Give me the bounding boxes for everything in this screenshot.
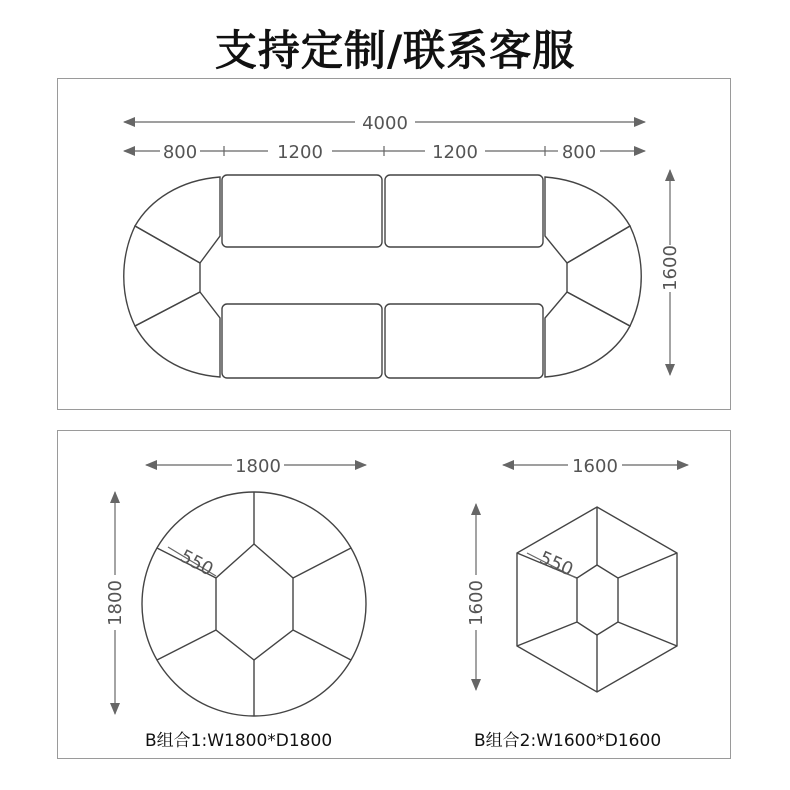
- combo1-width-label: 1800: [235, 456, 281, 477]
- bottom-desk-right: [385, 304, 543, 378]
- combo1-caption: B组合1:W1800*D1800: [145, 731, 333, 751]
- segment-label-1: 800: [162, 142, 198, 163]
- combo2-caption: B组合2:W1600*D1600: [474, 731, 662, 751]
- combo1-inner-label: 550: [176, 545, 217, 581]
- combo2-hex-table: [517, 507, 677, 692]
- left-end-wedge-bottom: [135, 292, 220, 377]
- top-desk-left: [222, 175, 382, 247]
- segment-label-4: 800: [561, 142, 597, 163]
- combo2-inner-label: 550: [536, 547, 577, 581]
- right-end-wedge-mid: [567, 226, 641, 326]
- page-title: 支持定制/联系客服: [214, 26, 576, 75]
- segment-label-3: 1200: [432, 142, 478, 163]
- combo1-round-table: [142, 492, 366, 716]
- combo1-inner-hexagon: [216, 544, 293, 660]
- total-width-label: 4000: [362, 113, 408, 134]
- combo2-height-label: 1600: [466, 580, 487, 626]
- bottom-desk-left: [222, 304, 382, 378]
- combo1-height-label: 1800: [105, 580, 126, 626]
- depth-label: 1600: [660, 245, 681, 291]
- left-end-wedge-mid: [124, 226, 200, 326]
- segment-label-2: 1200: [277, 142, 323, 163]
- right-end-wedge-top: [545, 177, 630, 263]
- oval-table-outline: [124, 175, 642, 378]
- combo2-inner-hexagon: [577, 565, 618, 635]
- right-end-wedge-bottom: [545, 292, 630, 377]
- combo2-width-label: 1600: [572, 456, 618, 477]
- top-desk-right: [385, 175, 543, 247]
